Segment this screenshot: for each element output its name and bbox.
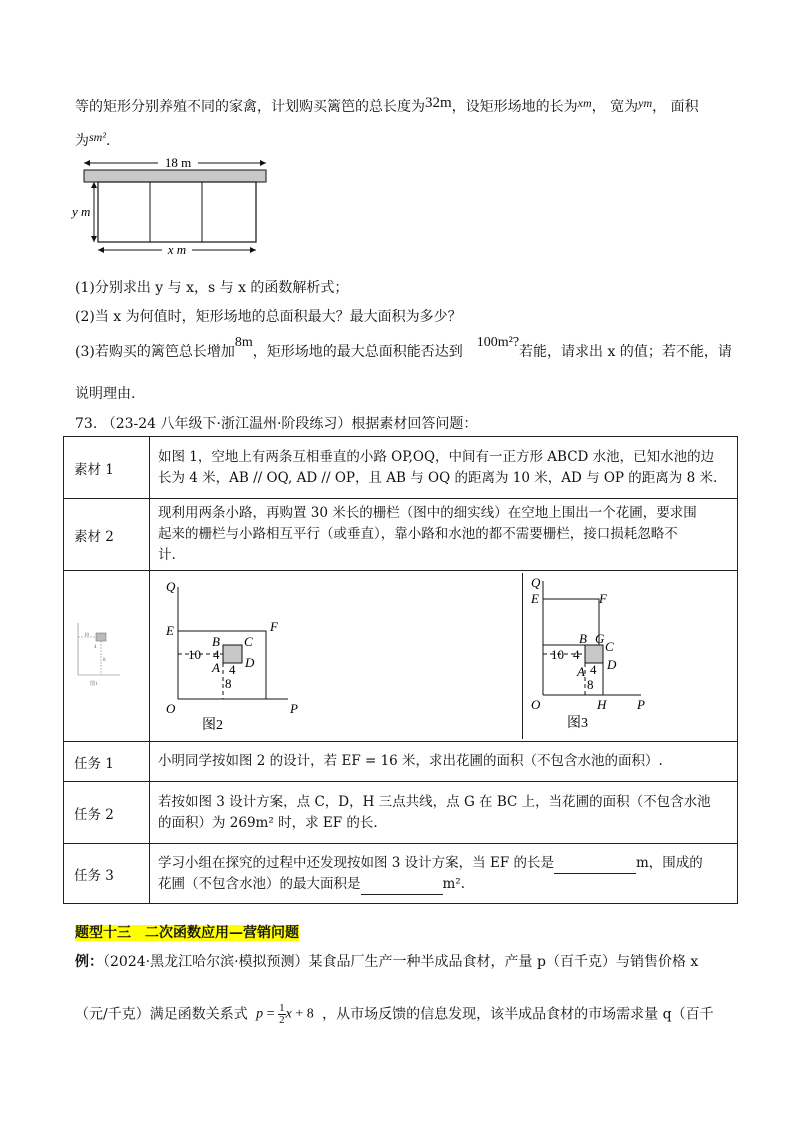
figure-3-box [523, 573, 737, 739]
small-caption: 图1 [90, 682, 98, 687]
text: ，从市场反馈的信息发现，该半成品食材的市场需求量 q（百千 [322, 1006, 714, 1023]
section-heading [75, 922, 299, 942]
text: m². [442, 875, 466, 892]
point-P: P [290, 701, 298, 716]
text [158, 874, 729, 895]
problem-text-line-1 [75, 96, 699, 116]
math-100m2: 100m²? [476, 335, 520, 350]
table-row [64, 844, 738, 904]
row-content [150, 742, 738, 782]
text: 起来的栅栏与小路相互平行（或垂直），靠小路和水池的都不需要栅栏，接口损耗忽略不 [158, 526, 678, 542]
text: ，矩形场地的最大总面积能否达到 [252, 344, 463, 360]
small-label-8: 8 [103, 658, 106, 663]
point-B: B [212, 634, 220, 649]
label-4: 4 [229, 662, 236, 677]
point-F: F [270, 619, 278, 634]
figure-2 [150, 573, 522, 739]
answer-blank [361, 880, 443, 895]
row-content [150, 437, 738, 499]
text: 若能，请求出 x 的值；若不能，请 [519, 344, 732, 360]
figure-3 [523, 573, 737, 739]
fence-diagram [70, 152, 290, 262]
text: （元/千克）满足函数关系式 [75, 1006, 248, 1023]
row-label: 任务 2 [64, 782, 150, 844]
math-width: ym [638, 96, 653, 110]
text: ，设矩形场地的长为 [451, 99, 578, 115]
row-label: 素材 1 [64, 437, 150, 499]
figure-1-small [64, 571, 144, 737]
label-10: 10 [551, 647, 564, 662]
label-8: 8 [225, 676, 232, 691]
row-content [150, 844, 738, 904]
section-title: 题型十三 二次函数应用—营销问题 [75, 925, 299, 941]
row-label: 任务 3 [64, 844, 150, 904]
text: m，围成的 [635, 854, 703, 871]
table-row-figures [64, 571, 738, 742]
label-4: 4 [573, 647, 580, 662]
text: 计. [158, 547, 176, 563]
text: 为 [75, 133, 89, 149]
text: ， 宽为 [591, 99, 639, 115]
text [158, 853, 729, 874]
point-O: O [531, 697, 541, 712]
label-4: 4 [590, 662, 597, 677]
text: (3)若购买的篱笆总长增加 [75, 344, 235, 360]
text: 若按如图 3 设计方案，点 C，D，H 三点共线，点 G 在 BC 上，当花圃的面积（不包含水池 [158, 793, 711, 810]
small-label-10: 10 [84, 633, 89, 638]
figures-2-3-cell [150, 571, 738, 742]
text: 现利用两条小路，再购置 30 米长的栅栏（图中的细实线）在空地上围出一个花圃，要求围 [158, 505, 697, 521]
row-label: 任务 1 [64, 742, 150, 782]
figure-3-caption: 图3 [567, 716, 588, 731]
point-G: G [595, 631, 605, 646]
example-label: 例： [75, 954, 103, 970]
point-D: D [245, 655, 255, 670]
point-C: C [244, 634, 253, 649]
problem-text-line-2 [75, 130, 110, 150]
small-label-4: 4 [94, 645, 97, 650]
math-area: sm² [89, 130, 106, 144]
point-A: A [212, 660, 220, 675]
label-ym: y m [72, 204, 91, 219]
text: （2024·黑龙江哈尔滨·模拟预测）某食品厂生产一种半成品食材，产量 p（百千克）与销售价格 x [103, 954, 699, 970]
example-line-2 [75, 1003, 714, 1026]
point-H: H [597, 697, 607, 712]
label-4: 4 [213, 647, 220, 662]
point-C: C [605, 639, 614, 654]
point-E: E [531, 591, 539, 606]
row-content [150, 782, 738, 844]
question-1: (1)分别求出 y 与 x，s 与 x 的函数解析式； [75, 280, 349, 296]
table-row [64, 499, 738, 571]
question-3 [75, 335, 732, 361]
question-3-line-2: 说明理由. [75, 386, 136, 402]
text: 花圃（不包含水池）的最大面积是 [158, 875, 361, 892]
answer-blank [554, 859, 636, 874]
formula: p = $\frac{1}{2}$ x + 8 [256, 1002, 314, 1026]
math-total-length: 32m [425, 95, 452, 111]
problem-73-title: 73. （23-24 八年级下·浙江温州·阶段练习）根据素材回答问题： [75, 416, 478, 432]
point-A: A [577, 664, 585, 679]
point-P: P [637, 697, 645, 712]
text: 长为 4 米，AB // OQ, AD // OP，且 AB 与 OQ 的距离为 10 米，AD 与 OP 的距离为 8 米. [158, 469, 718, 486]
question-2: (2)当 x 为何值时，矩形场地的总面积最大？最大面积为多少？ [75, 309, 462, 325]
example-line-1 [75, 951, 698, 971]
table-row [64, 742, 738, 782]
text: 学习小组在探究的过程中还发现按如图 3 设计方案，当 EF 的长是 [158, 854, 554, 871]
row-content [150, 499, 738, 571]
point-Q: Q [531, 575, 541, 590]
label-18m: 18 m [164, 155, 192, 170]
point-Q: Q [166, 579, 176, 594]
math-8m: 8m [234, 335, 253, 350]
row-label: 素材 2 [64, 499, 150, 571]
text: 小明同学按如图 2 的设计，若 EF = 16 米，求出花圃的面积（不包含水池的面积）. [158, 753, 663, 769]
label-10: 10 [188, 647, 201, 662]
point-E: E [166, 623, 174, 638]
table-row [64, 782, 738, 844]
point-O: O [166, 701, 176, 716]
math-length: xm [577, 96, 592, 110]
material-table [63, 436, 738, 904]
text: 如图 1，空地上有两条互相垂直的小路 OP,OQ，中间有一正方形 ABCD 水池，已知水池的边 [158, 448, 715, 465]
point-D: D [607, 657, 617, 672]
figure-2-caption: 图2 [202, 718, 223, 733]
figure-2-box [150, 573, 523, 739]
text: ， 面积 [652, 99, 699, 115]
text: 等的矩形分别养殖不同的家禽，计划购买篱笆的总长度为 [75, 99, 425, 115]
text: 的面积）为 269m² 时，求 EF 的长. [158, 814, 378, 831]
figure-1-cell [64, 571, 150, 742]
label-xm: x m [167, 242, 187, 257]
point-F: F [599, 591, 607, 606]
point-B: B [579, 631, 587, 646]
table-row [64, 437, 738, 499]
label-8: 8 [587, 677, 594, 692]
text: . [105, 133, 111, 149]
